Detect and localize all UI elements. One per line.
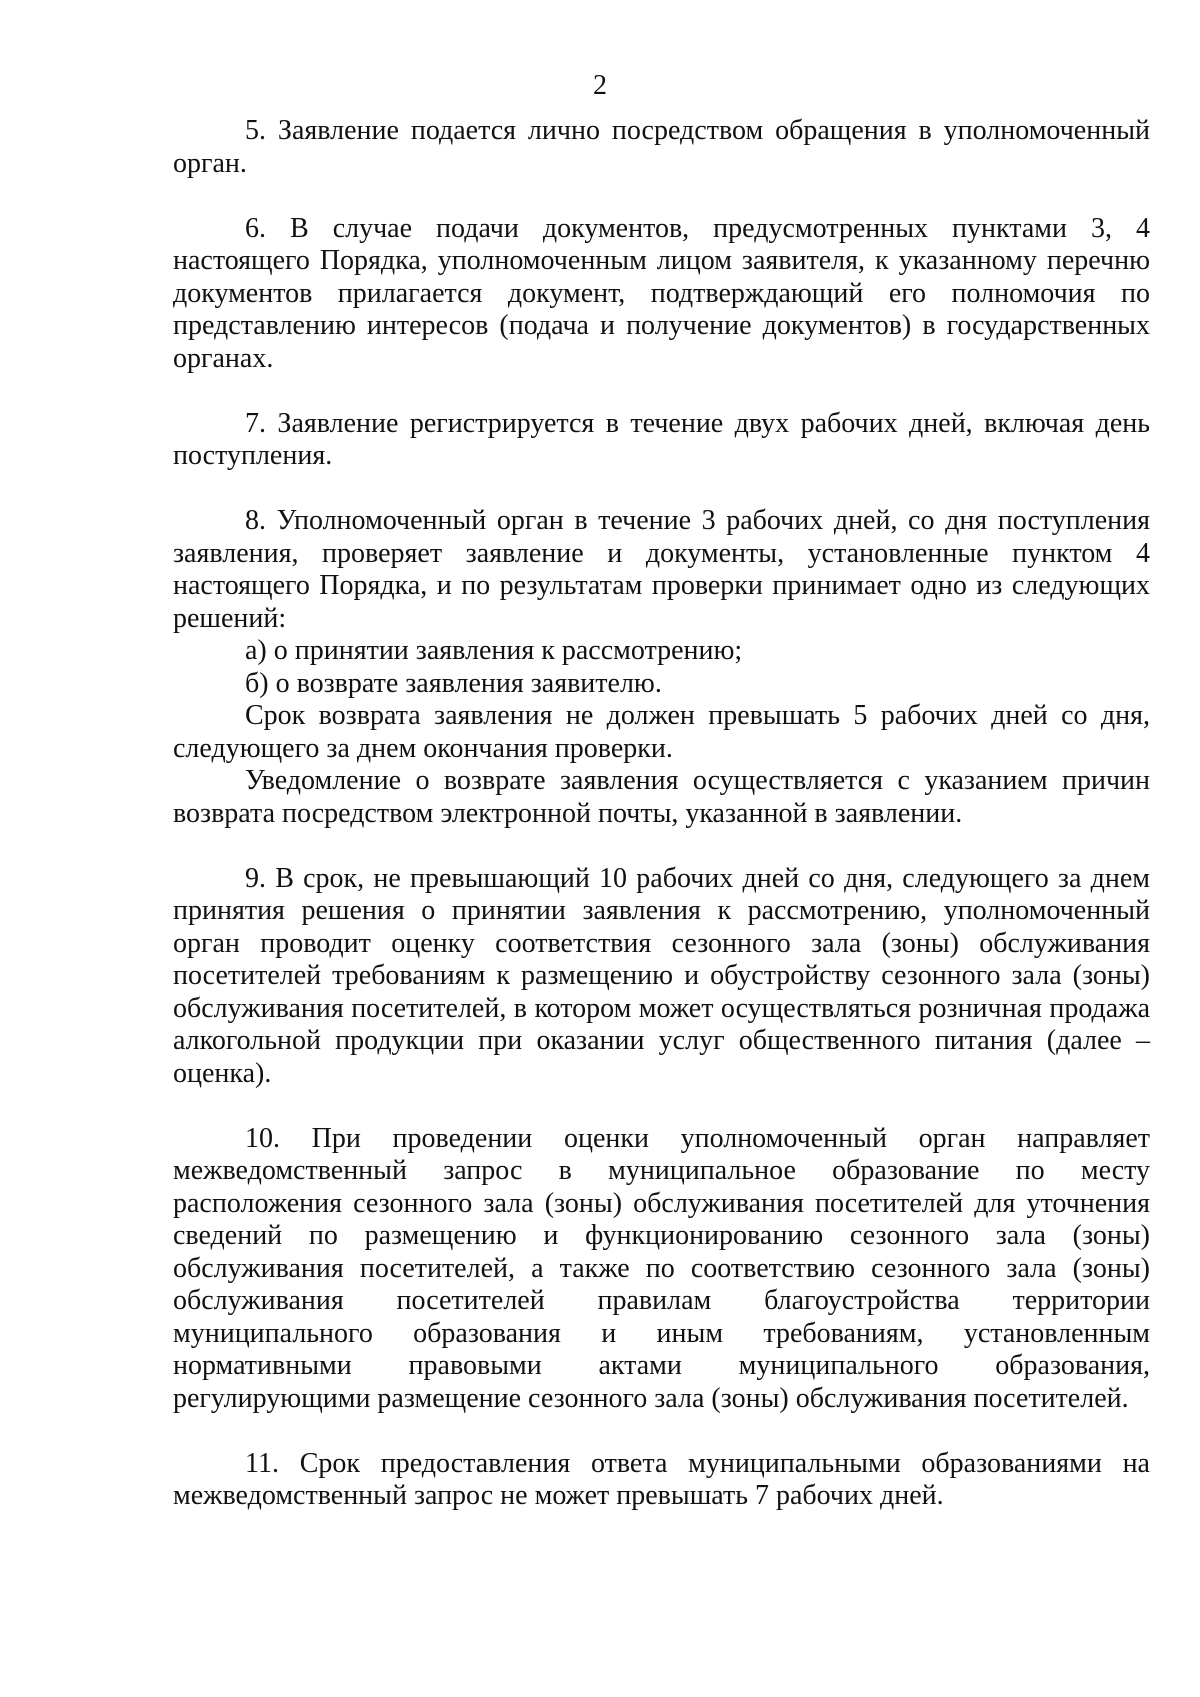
list-item-b: б) о возврате заявления заявителю. (245, 667, 662, 699)
paragraph: 5. Заявление подается лично посредством обращения в уполномоченный орган. (173, 115, 1150, 179)
clause-9 (173, 863, 1150, 1091)
paragraph: 8. Уполномоченный орган в течение 3 рабочих дней, со дня поступления заявления, проверяет заявление и документы, установленные пунктом 4 настоящего Порядка, и по результатам проверки принимает одно из следующих решений: (173, 505, 1150, 634)
paragraph: 9. В срок, не превышающий 10 рабочих дней со дня, следующего за днем принятия решения о принятии заявления к рассмотрению, уполномоченный орган проводит оценку соответствия сезонного зала (зоны) обслуживания посетителей требованиям к размещению и обустройству сезонного зала (зоны) обслуживания посетителей, в котором может осуществляться розничная продажа алкогольной продукции при оказании услуг общественного питания (далее – оценка). (173, 862, 1150, 1089)
document-body (173, 115, 1150, 1513)
paragraph: 10. При проведении оценки уполномоченный орган направляет межведомственный запрос в муниципальное образование по месту расположения сезонного зала (зоны) обслуживания посетителей для уточнения сведений по размещению и функционированию сезонного зала (зоны) обслуживания посетителей, а также по соответствию сезонного зала (зоны) обслуживания посетителей правилам благоустройства территории муниципального образования и иным требованиям, установленным нормативными правовыми актами муниципального образования, регулирующими размещение сезонного зала (зоны) обслуживания посетителей. (173, 1122, 1150, 1414)
clause-10 (173, 1123, 1150, 1416)
paragraph: 6. В случае подачи документов, предусмотренных пунктами 3, 4 настоящего Порядка, уполномоченным лицом заявителя, к указанному перечню документов прилагается документ, подтверждающий его полномочия по представлению интересов (подача и получение документов) в государственных органах. (173, 212, 1150, 374)
clause-8 (173, 505, 1150, 830)
clause-6 (173, 213, 1150, 376)
page-number: 2 (593, 70, 607, 101)
clause-5 (173, 115, 1150, 180)
clause-7 (173, 408, 1150, 473)
clause-11 (173, 1448, 1150, 1513)
paragraph: 7. Заявление регистрируется в течение двух рабочих дней, включая день поступления. (173, 407, 1150, 471)
paragraph: 11. Срок предоставления ответа муниципальными образованиями на межведомственный запрос не может превышать 7 рабочих дней. (173, 1447, 1150, 1511)
list-item-a: а) о принятии заявления к рассмотрению; (245, 635, 743, 666)
paragraph: Срок возврата заявления не должен превышать 5 рабочих дней со дня, следующего за днем окончания проверки. (173, 700, 1150, 764)
paragraph: Уведомление о возврате заявления осуществляется с указанием причин возврата посредством электронной почты, указанной в заявлении. (173, 765, 1150, 829)
